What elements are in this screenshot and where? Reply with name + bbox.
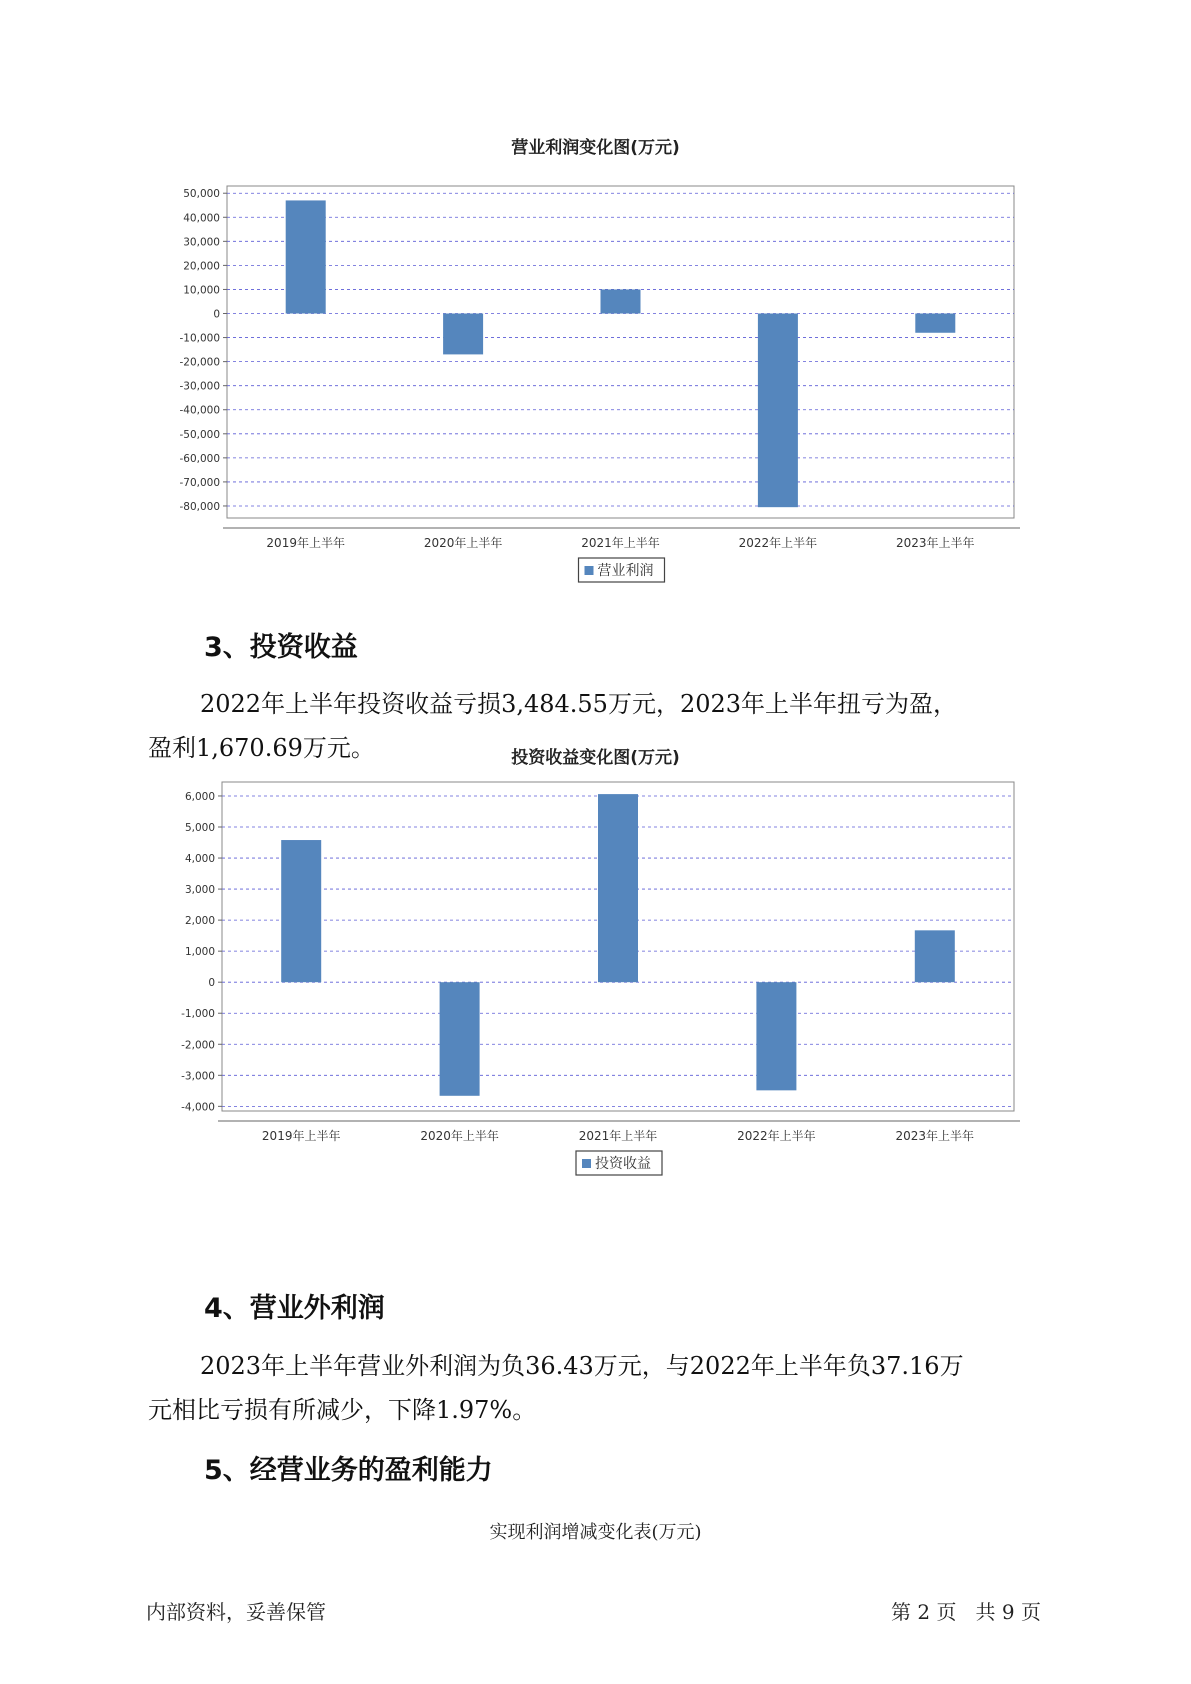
- y-tick-label: -50,000: [179, 428, 220, 441]
- bar-2019年上半年: [286, 200, 326, 313]
- paragraph-line: 2022年上半年投资收益亏损3,484.55万元，2023年上半年扭亏为盈，: [200, 690, 958, 718]
- legend-swatch: [585, 566, 594, 575]
- y-tick-label: -1,000: [181, 1008, 215, 1021]
- x-tick-label: 2020年上半年: [423, 536, 503, 550]
- x-tick-label: 2022年上半年: [737, 1129, 816, 1143]
- paragraph-line: 元相比亏损有所减少，下降1.97%。: [148, 1396, 537, 1424]
- y-tick-label: 10,000: [183, 284, 220, 297]
- y-tick-label: -4,000: [181, 1101, 215, 1114]
- x-tick-label: 2023年上半年: [895, 1129, 975, 1143]
- bar-2019年上半年: [281, 840, 321, 982]
- legend: [576, 1151, 662, 1175]
- x-tick-label: 2019年上半年: [266, 536, 345, 550]
- table-caption: 实现利润增减变化表(万元): [489, 1522, 702, 1543]
- x-tick-label: 2021年上半年: [581, 536, 660, 550]
- paragraph-line: 盈利1,670.69万元。: [148, 734, 375, 762]
- plot-area: [227, 186, 1014, 518]
- y-tick-label: -10,000: [179, 332, 220, 345]
- y-tick-label: -40,000: [179, 404, 220, 417]
- y-tick-label: 6,000: [184, 790, 215, 803]
- y-tick-label: 20,000: [183, 260, 220, 273]
- paragraph-line: 2023年上半年营业外利润为负36.43万元，与2022年上半年负37.16万: [200, 1352, 964, 1380]
- bar-2022年上半年: [758, 314, 798, 508]
- y-tick-label: -60,000: [179, 452, 220, 465]
- y-tick-label: 2,000: [184, 915, 215, 928]
- x-tick-label: 2023年上半年: [896, 536, 975, 550]
- bar-2020年上半年: [443, 314, 483, 355]
- footer-confidential-note: 内部资料，妥善保管: [146, 1600, 326, 1624]
- bar-2020年上半年: [440, 982, 480, 1096]
- y-tick-label: -30,000: [179, 380, 220, 393]
- x-tick-label: 2022年上半年: [738, 536, 818, 550]
- x-tick-label: 2019年上半年: [261, 1129, 341, 1143]
- investment-income-chart: [0, 780, 1191, 1200]
- legend-label: 投资收益: [595, 1156, 651, 1172]
- section-heading-non-operating-profit: 4、营业外利润: [204, 1293, 385, 1324]
- y-tick-label: 1,000: [184, 946, 215, 959]
- y-tick-label: 3,000: [184, 884, 215, 897]
- operating-profit-chart-title: 营业利润变化图(万元): [511, 138, 680, 158]
- bar-2021年上半年: [601, 289, 641, 313]
- section-heading-investment-income: 3、投资收益: [204, 632, 358, 663]
- x-tick-label: 2020年上半年: [420, 1129, 499, 1143]
- bar-2023年上半年: [915, 930, 955, 982]
- bar-2022年上半年: [756, 982, 796, 1090]
- paragraph-non-operating-profit: [148, 1344, 1043, 1432]
- bar-2021年上半年: [598, 794, 638, 982]
- y-tick-label: 5,000: [184, 822, 215, 835]
- bar-2023年上半年: [915, 314, 955, 333]
- y-tick-label: 0: [213, 308, 220, 321]
- y-tick-label: -70,000: [179, 476, 220, 489]
- section-heading-profitability: 5、经营业务的盈利能力: [204, 1455, 493, 1486]
- y-tick-label: 30,000: [183, 236, 220, 249]
- legend-swatch: [582, 1159, 591, 1168]
- investment-income-chart-title: 投资收益变化图(万元): [511, 748, 680, 768]
- legend: [579, 558, 665, 582]
- y-tick-label: -20,000: [179, 356, 220, 369]
- y-tick-label: 4,000: [184, 853, 215, 866]
- y-tick-label: -2,000: [181, 1039, 215, 1052]
- operating-profit-chart: [0, 170, 1191, 590]
- y-tick-label: -3,000: [181, 1070, 215, 1083]
- x-tick-label: 2021年上半年: [578, 1129, 658, 1143]
- legend-label: 营业利润: [597, 563, 654, 579]
- y-tick-label: 50,000: [183, 188, 220, 201]
- footer-page-number: 第 2 页 共 9 页: [891, 1600, 1041, 1624]
- y-tick-label: 40,000: [183, 212, 220, 225]
- y-tick-label: 0: [208, 977, 215, 990]
- y-tick-label: -80,000: [179, 500, 220, 513]
- paragraph-investment-income: [148, 682, 1043, 770]
